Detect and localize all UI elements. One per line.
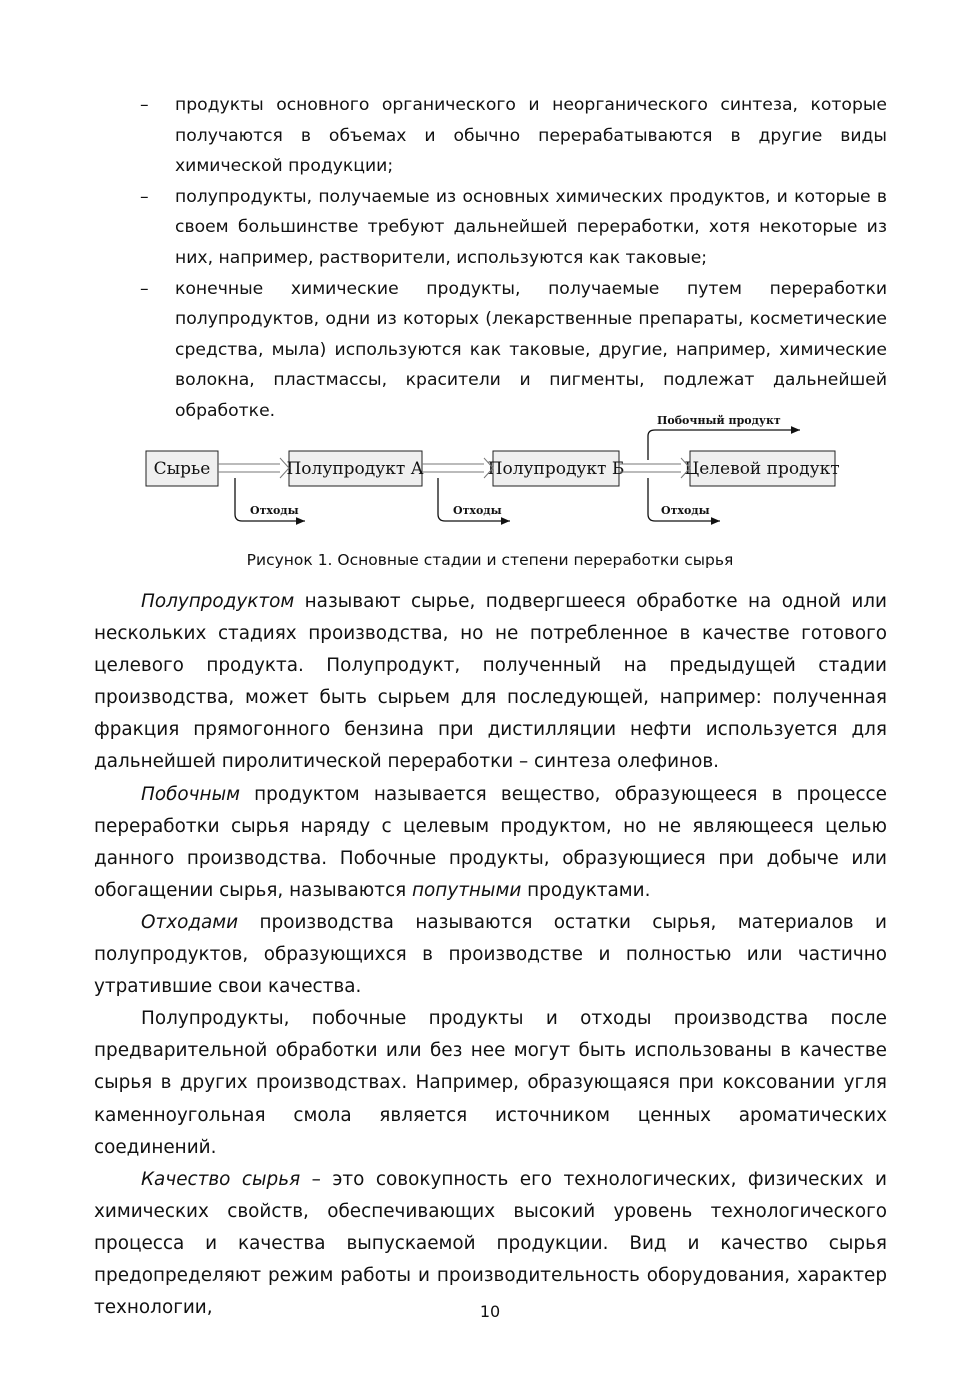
waste-label: Отходы [453, 504, 502, 517]
waste-label: Отходы [250, 504, 299, 517]
waste-label: Отходы [661, 504, 710, 517]
list-item [140, 182, 887, 274]
paragraph-text: – это совокупность его технологических, физических и химических свойств, обеспечивающих высокий уровень технологического процесса и качества выпускаемой продукции. Вид и качество сырья предопределяют режим работы и производительность оборудования, характер технологии, [94, 1168, 887, 1319]
body-text [94, 586, 887, 1324]
paragraph-text: продуктом называется вещество, образующееся в процессе переработки сырья наряду с целевым продуктом, но не являющееся целью данного производства. Побочные продукты, образующиеся при добыче или обогащении сырья, называются [94, 783, 887, 901]
list-item-text: конечные химические продукты, получаемые путем переработки полупродуктов, одни из которых (лекарственные препараты, косметические средства, мыла) используются как таковые, другие, например, химические волокна, пластмассы, красители и пигменты, подлежат дальнейшей обработке. [175, 278, 887, 421]
flow-arrow [422, 458, 493, 478]
list-item [140, 90, 887, 182]
process-diagram [140, 408, 840, 538]
paragraph [94, 1003, 887, 1163]
term: Качество сырья [141, 1168, 301, 1190]
box-label: Сырье [153, 459, 211, 479]
paragraph-text: Полупродукты, побочные продукты и отходы производства после предварительной обработки или без нее могут быть использованы в качестве сырья в других производствах. Например, образующаяся при коксовании угля каменноугольная смола является источником ценных ароматических соединений. [94, 1008, 887, 1158]
paragraph [94, 586, 887, 779]
bullet-marker: – [140, 278, 149, 299]
box-label: Полупродукт А [286, 459, 424, 479]
page-number: 10 [479, 1302, 501, 1321]
paragraph-text: продуктами. [521, 879, 651, 901]
box-label: Целевой продукт [684, 459, 840, 479]
flow-arrow [619, 458, 690, 478]
process-diagram-svg [140, 408, 840, 538]
term: Полупродуктом [141, 591, 295, 612]
figure-caption: Рисунок 1. Основные стадии и степени переработки сырья [246, 551, 734, 569]
list-item-text: полупродукты, получаемые из основных химических продуктов, и которые в своем большинстве требуют дальнейшей переработки, хотя некоторые из них, например, растворители, используются как таковые; [175, 186, 887, 268]
box-label: Полупродукт Б [487, 459, 625, 479]
term: попутными [412, 879, 522, 901]
list-item [140, 274, 887, 427]
bullet-marker: – [140, 186, 149, 207]
byproduct-label: Побочный продукт [657, 414, 781, 427]
term: Побочным [141, 783, 240, 805]
term: Отходами [141, 911, 239, 933]
paragraph-text: называют сырье, подвергшееся обработке на одной или нескольких стадиях производства, но не потребленное в качестве готового целевого продукта. Полупродукт, полученный на предыдущей стадии производства, может быть сырьем для последующей, например: полученная фракция прямогонного бензина при дистилляции нефти используется для дальнейшей пиролитической переработки – синтеза олефинов. [94, 591, 887, 773]
paragraph [94, 907, 887, 1003]
bullet-marker: – [140, 95, 149, 115]
bullet-list [140, 90, 887, 427]
flow-arrow [218, 458, 289, 478]
list-item-text: продукты основного органического и неорганического синтеза, которые получаются в объемах и обычно перерабатываются в другие виды химической продукции; [175, 95, 887, 177]
paragraph-text: производства называются остатки сырья, материалов и полупродуктов, образующихся в производстве и полностью или частично утратившие свои качества. [94, 911, 887, 998]
paragraph [94, 779, 887, 907]
